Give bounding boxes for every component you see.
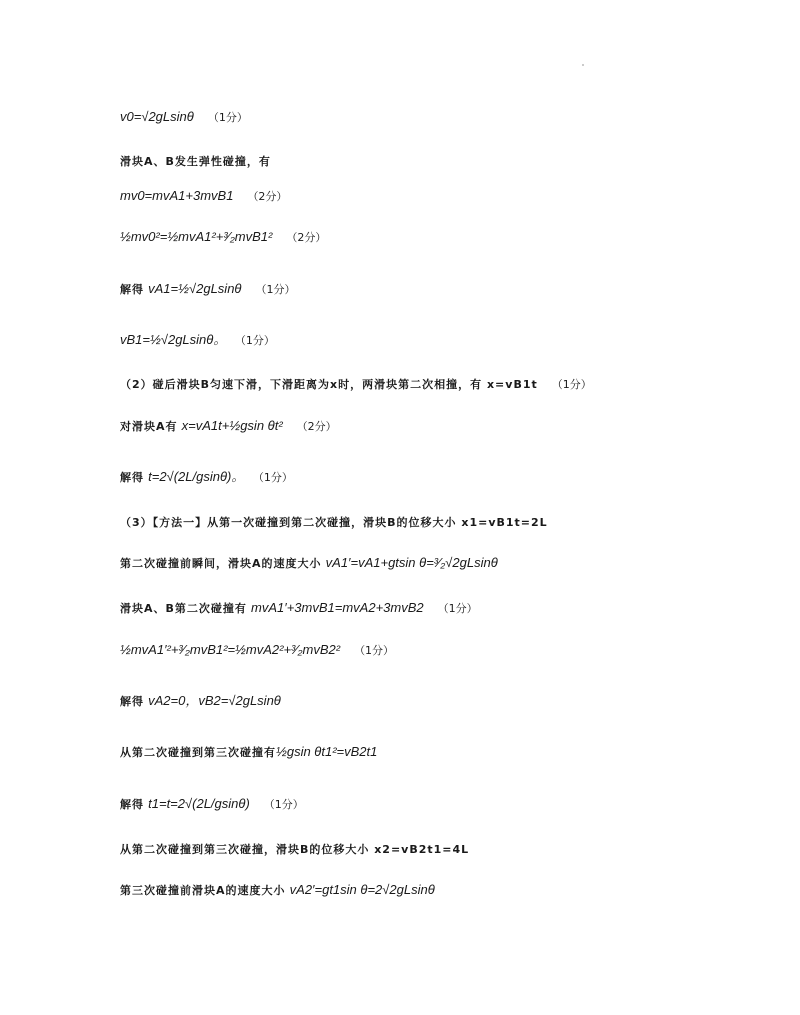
eq-third-collision-time: 从第二次碰撞到第三次碰撞有½gsin θt1²=vB2t1 [120,744,378,759]
eq-va2-vb2: 解得 vA2=0，vB2=√2gLsinθ [120,693,281,708]
eq-va1: 解得 vA1=½√2gLsinθ （1分） [120,281,296,296]
text-elastic-collision: 滑块A、B发生弹性碰撞，有 [120,155,271,168]
eq-momentum: mv0=mvA1+3mvB1 （2分） [120,188,288,203]
eq-vb1: vB1=½√2gLsinθ。 （1分） [120,332,275,347]
eq-v0: v0=√2gLsinθ （1分） [120,109,248,124]
eq-time: 解得 t=2√(2L/gsinθ)。 （1分） [120,469,293,484]
eq-t1: 解得 t1=t=2√(2L/gsinθ) （1分） [120,796,304,811]
eq-second-collision-energy: ½mvA1′²+³⁄₂mvB1²=½mvA2²+³⁄₂mvB2² （1分） [120,642,395,657]
eq-va1-prime: 第二次碰撞前瞬间，滑块A的速度大小 vA1′=vA1+gtsin θ=³⁄₂√2gLsinθ [120,555,498,570]
eq-energy: ½mv0²=½mvA1²+³⁄₂mvB1² （2分） [120,229,327,244]
text-x2: 从第二次碰撞到第三次碰撞，滑块B的位移大小 x2=vB2t1=4L [120,843,470,856]
text-part2: （2）碰后滑块B匀速下滑，下滑距离为x时，两滑块第二次相撞，有 x=vB1t （1分） [120,378,592,391]
text-part3-method1: （3）【方法一】从第一次碰撞到第二次碰撞，滑块B的位移大小 x1=vB1t=2L [120,516,548,529]
eq-second-collision-momentum: 滑块A、B第二次碰撞有 mvA1′+3mvB1=mvA2+3mvB2 （1分） [120,600,478,615]
eq-va2-prime: 第三次碰撞前滑块A的速度大小 vA2′=gt1sin θ=2√2gLsinθ [120,882,435,897]
eq-displacement-a: 对滑块A有 x=vA1t+½gsin θt² （2分） [120,418,337,433]
corner-mark [582,64,584,66]
